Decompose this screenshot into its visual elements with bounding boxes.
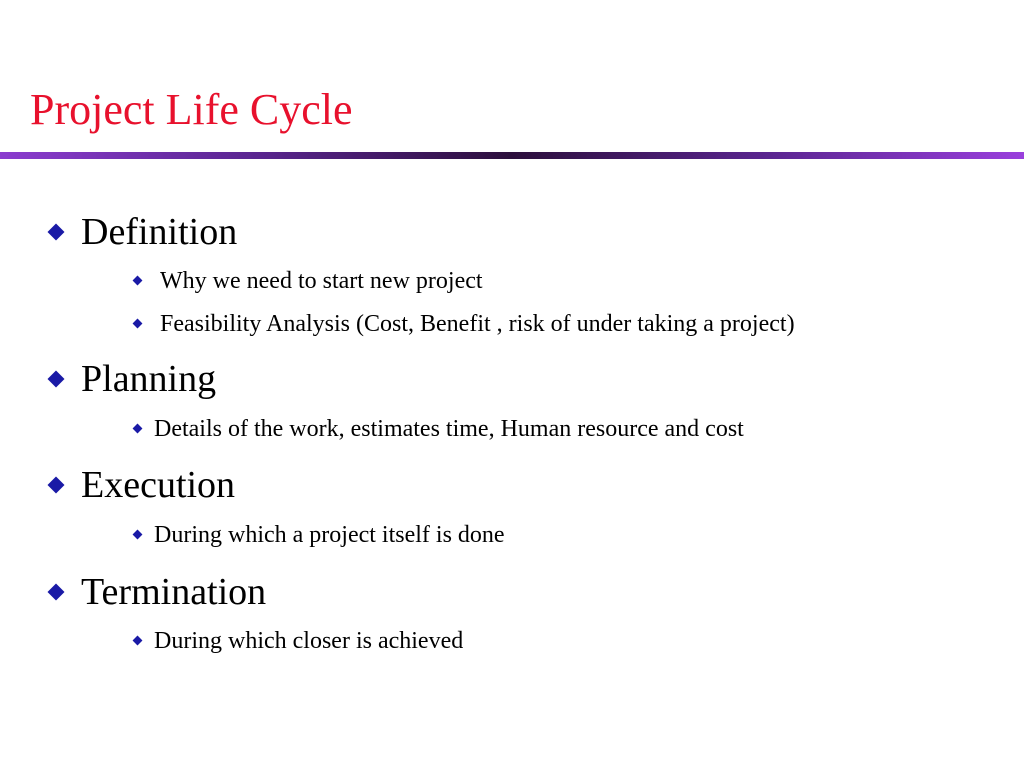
diamond-bullet-icon xyxy=(133,424,143,434)
diamond-bullet-icon xyxy=(48,477,64,493)
sub-bullet-item xyxy=(133,520,505,550)
bullet-label: Termination xyxy=(81,571,267,613)
sub-bullet-label: Why we need to start new project xyxy=(160,268,483,294)
bullet-label: Definition xyxy=(81,211,238,253)
diamond-bullet-icon xyxy=(48,584,64,600)
diamond-bullet-icon xyxy=(133,530,143,540)
diamond-bullet-icon xyxy=(133,636,143,646)
sub-bullet-label: During which closer is achieved xyxy=(154,628,464,654)
diamond-bullet-icon xyxy=(133,276,143,286)
title-divider xyxy=(0,152,1024,159)
diamond-bullet-icon xyxy=(48,371,64,387)
sub-bullet-label: Details of the work, estimates time, Human resource and cost xyxy=(154,416,744,442)
sub-bullet-label: During which a project itself is done xyxy=(154,522,505,548)
sub-bullet-item xyxy=(133,266,483,296)
bullet-label: Execution xyxy=(81,464,236,506)
sub-bullet-item xyxy=(133,309,795,339)
bullet-label: Planning xyxy=(81,358,217,400)
bullet-item-planning xyxy=(48,357,216,401)
sub-bullet-label: Feasibility Analysis (Cost, Benefit , risk of under taking a project) xyxy=(160,311,795,337)
bullet-item-execution xyxy=(48,463,235,507)
sub-bullet-item xyxy=(133,626,463,656)
diamond-bullet-icon xyxy=(133,319,143,329)
bullet-item-definition xyxy=(48,210,237,254)
sub-bullet-item xyxy=(133,414,744,444)
diamond-bullet-icon xyxy=(48,224,64,240)
slide-title: Project Life Cycle xyxy=(30,85,353,134)
bullet-item-termination xyxy=(48,570,266,614)
